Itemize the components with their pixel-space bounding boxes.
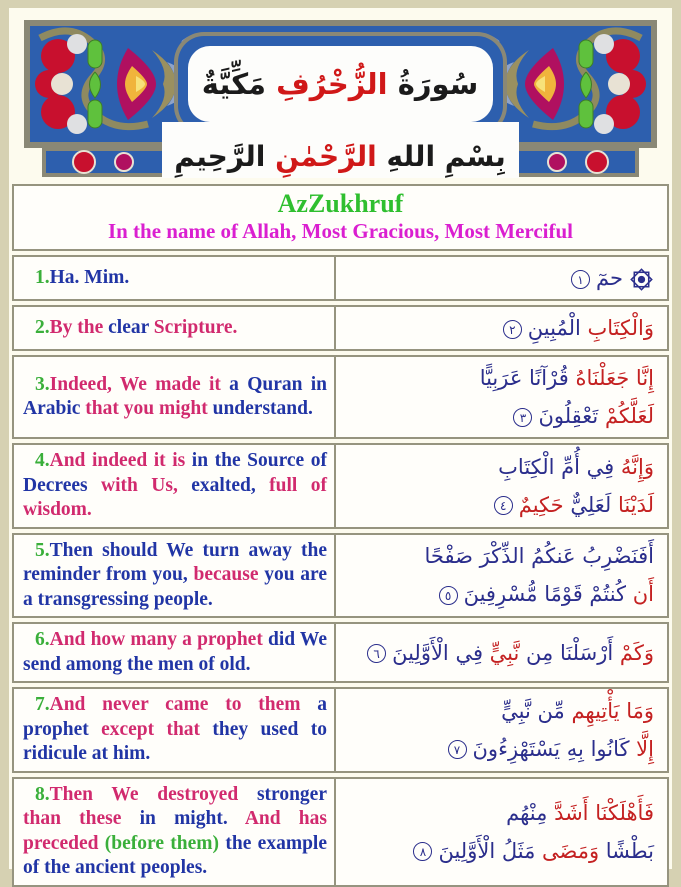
text-segment: stronger [256, 783, 327, 805]
verse-number-circle: ١ [571, 270, 590, 289]
text-segment: لَعَلِيٌّ [563, 492, 612, 517]
text-segment: in the Source of Decrees [23, 450, 328, 496]
verse-arabic-cell [336, 624, 667, 681]
verse-number-circle: ٥ [439, 586, 458, 605]
text-segment: And how many a prophet [49, 629, 268, 650]
verse-english-text [23, 266, 327, 291]
verse-number: 6. [35, 629, 50, 650]
text-segment: نَّبِيٍّ [482, 640, 520, 665]
text-segment: تَعْقِلُونَ [538, 404, 599, 428]
text-segment: And never came to them [49, 694, 318, 715]
text-segment: وَالْكِتَابِ [580, 316, 654, 340]
text-segment: مِّن نَّبِيٍّ [501, 698, 565, 723]
verse-number: 3. [35, 373, 50, 395]
text-segment: حَكِيمٌ [518, 492, 564, 517]
text-segment: مَثَلُ الْأَوَّلِينَ [438, 838, 536, 863]
verse-english-cell [14, 307, 336, 349]
verse-arabic-cell [336, 257, 667, 299]
surah-name-english: AzZukhruf [277, 189, 404, 218]
verse-arabic-cell [336, 779, 667, 885]
verse-number: 5. [35, 539, 50, 561]
verse-english-text [23, 373, 327, 422]
verse-arabic-text [344, 309, 654, 347]
text-segment: in might. [139, 808, 245, 829]
text-segment: Indeed, We made it [49, 373, 230, 395]
text-segment: the example of the ancient peoples. [23, 832, 327, 878]
verse-arabic-cell [336, 445, 667, 527]
text-segment: Ha. Mim. [49, 266, 130, 288]
text-segment: Then should We turn away the reminder from you, [23, 539, 327, 585]
verse-english-text [23, 783, 327, 881]
verse-arabic-text [344, 634, 654, 672]
verse-english-cell [14, 689, 336, 771]
verse-english-text [23, 316, 327, 341]
verse-english-text [23, 539, 327, 613]
verse-english-cell [14, 445, 336, 527]
header-ornament-image [24, 20, 657, 178]
text-segment: clear [108, 316, 154, 338]
verse-number: 7. [35, 694, 50, 715]
verse-english-cell [14, 257, 336, 299]
verse-row [12, 305, 669, 351]
bismillah-arabic: بِسْمِ اللهِ الرَّحْمٰنِ الرَّحِيمِ [174, 140, 506, 173]
text-segment: وَكَمْ [613, 640, 654, 665]
verse-row [12, 533, 669, 619]
text-segment: مِنْهُم [506, 800, 548, 825]
text-segment: فِي أُمِّ الْكِتَابِ [498, 454, 615, 479]
rub-el-hizb-icon [629, 267, 654, 292]
quran-page [9, 8, 672, 878]
verse-arabic-cell [336, 357, 667, 437]
text-segment: Scripture. [153, 316, 238, 338]
text-segment: أَفَنَضْرِبُ عَنكُمُ الذِّكْرَ صَفْحًا [424, 544, 654, 569]
text-segment: الْمُبِينِ [527, 316, 581, 340]
verse-arabic-text [344, 537, 654, 613]
text-segment: إِنَّا جَعَلْنَاهُ [568, 366, 654, 390]
text-segment: وَإِنَّهُ [614, 454, 654, 479]
text-segment: لَعَلَّكُمْ [598, 404, 654, 428]
verse-english-cell [14, 357, 336, 437]
verse-english-cell [14, 779, 336, 885]
verse-arabic-cell [336, 689, 667, 771]
verse-list [11, 255, 670, 887]
verse-english-text [23, 628, 327, 677]
text-segment: لَدَيْنَا [611, 492, 654, 517]
text-segment: (before them) [104, 832, 226, 854]
text-segment: قُرْآنًا عَرَبِيًّا [479, 366, 569, 390]
verse-number-circle: ٤ [494, 496, 513, 515]
verse-number: 1. [35, 266, 50, 288]
text-segment: Then We destroyed [49, 783, 257, 805]
text-segment: that you might [85, 398, 213, 419]
verse-arabic-text [344, 448, 654, 524]
verse-number: 2. [35, 316, 50, 338]
text-segment: فَأَهْلَكْنَا أَشَدَّ [547, 800, 654, 825]
verse-arabic-text [344, 359, 654, 435]
text-segment: حمٓ [596, 266, 623, 290]
text-segment: فِي الْأَوَّلِينَ [392, 640, 483, 665]
text-segment: And has preceded [23, 808, 327, 854]
verse-english-text [23, 693, 327, 767]
verse-english-text [23, 449, 327, 523]
verse-number-circle: ٣ [513, 408, 532, 427]
text-segment: وَمَا يَأْتِيهِم [564, 698, 654, 723]
verse-row [12, 255, 669, 301]
text-segment: And indeed it is [49, 450, 192, 471]
verse-number-circle: ٨ [413, 842, 432, 861]
text-segment: وَمَضَى [535, 838, 600, 863]
text-segment: a Quran in Arabic [23, 373, 327, 419]
text-segment: a prophet [23, 694, 327, 740]
verse-arabic-cell [336, 307, 667, 349]
text-segment: أَرْسَلْنَا مِن [519, 640, 614, 665]
verse-arabic-text [344, 794, 654, 870]
text-segment: you are a transgressing people. [23, 564, 328, 610]
text-segment: كُنتُمْ قَوْمًا مُّسْرِفِينَ [463, 582, 627, 607]
verse-number: 8. [35, 783, 50, 805]
verse-row [12, 355, 669, 439]
title-block [12, 184, 669, 251]
verse-number-circle: ٢ [503, 320, 522, 339]
verse-english-cell [14, 624, 336, 681]
verse-row [12, 443, 669, 529]
text-segment: understand. [212, 398, 313, 419]
verse-english-cell [14, 535, 336, 617]
verse-row [12, 687, 669, 773]
text-segment: because [193, 564, 265, 585]
text-segment: كَانُوا بِهِ يَسْتَهْزِءُونَ [472, 736, 630, 761]
verse-arabic-text [344, 259, 654, 297]
text-segment: than these [23, 808, 140, 829]
text-segment: except that [101, 718, 213, 740]
verse-number-circle: ٦ [367, 644, 386, 663]
text-segment: By the [49, 316, 109, 338]
verse-arabic-text [344, 692, 654, 768]
verse-arabic-cell [336, 535, 667, 617]
surah-title-arabic: سُورَةُ الزُّخْرُفِ مَكِّيَّةٌ [201, 67, 479, 101]
bismillah-english: In the name of Allah, Most Gracious, Most Merciful [107, 219, 574, 243]
text-segment: أَن [626, 582, 654, 607]
text-segment: with Us, [101, 474, 192, 496]
text-segment: did We send among the men of old. [23, 629, 327, 675]
verse-row [12, 622, 669, 683]
text-segment: full of wisdom. [23, 474, 328, 520]
text-segment: exalted, [191, 474, 270, 496]
text-segment: they used to ridicule at him. [23, 718, 327, 764]
verse-row [12, 777, 669, 887]
verse-number-circle: ٧ [448, 740, 467, 759]
text-segment: إِلَّا [629, 736, 654, 761]
verse-number: 4. [35, 450, 50, 471]
text-segment: بَطْشًا [599, 838, 654, 863]
